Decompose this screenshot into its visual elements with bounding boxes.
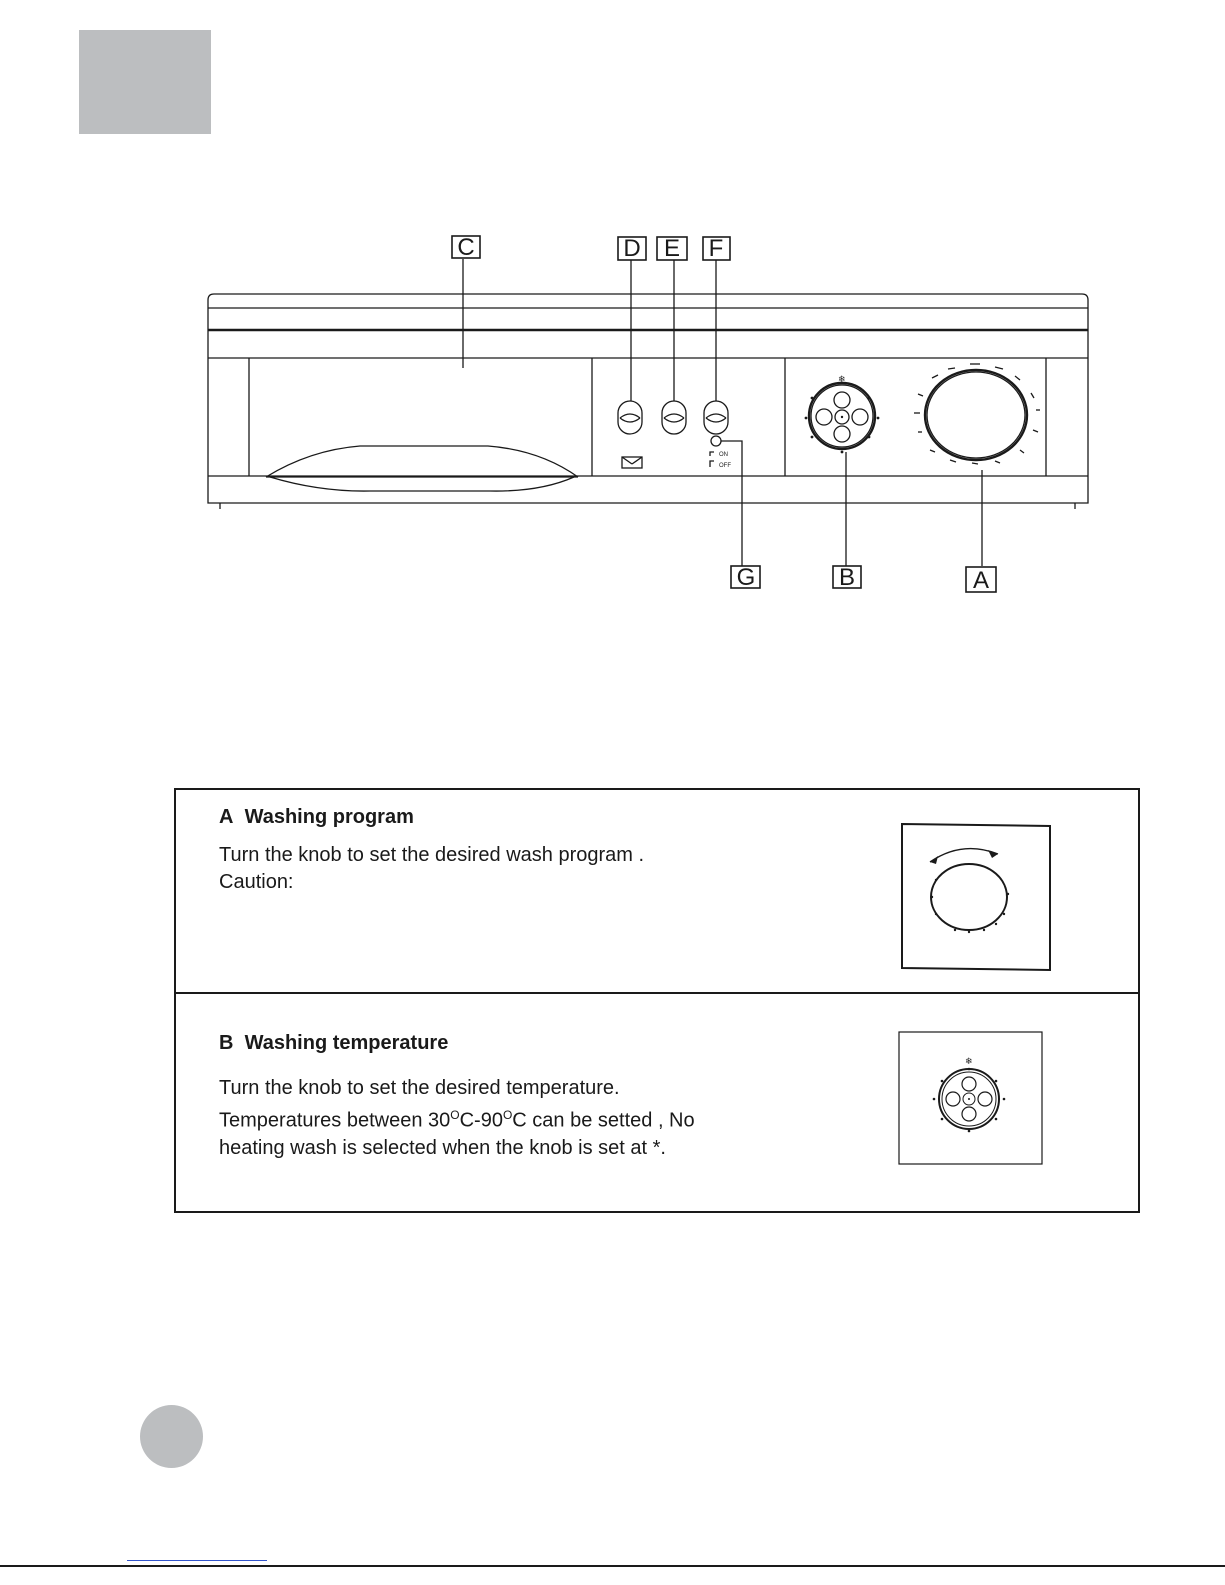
program-knob-thumbnail bbox=[900, 822, 1052, 972]
temp-no-heat-thumb-icon: ❄ bbox=[965, 1057, 973, 1067]
section-b-letter: B bbox=[219, 1032, 234, 1054]
callout-e bbox=[657, 235, 687, 262]
button-d-icon bbox=[618, 401, 642, 434]
control-panel-diagram bbox=[0, 0, 1225, 620]
svg-text:D: D bbox=[623, 235, 641, 262]
on-label: ON bbox=[719, 452, 728, 458]
off-label: OFF bbox=[719, 463, 731, 469]
svg-text:F: F bbox=[708, 235, 724, 262]
svg-text:G: G bbox=[736, 564, 756, 591]
section-b-line-2: Temperatures between $30^OC-90^OC$ can be setted , No bbox=[219, 1108, 695, 1132]
program-knob bbox=[914, 364, 1040, 464]
section-a-letter: A bbox=[219, 806, 234, 828]
section-b-line-1: Turn the knob to set the desired temperature. bbox=[219, 1077, 620, 1099]
page-number-marker bbox=[140, 1405, 203, 1468]
leader-lines bbox=[463, 259, 982, 566]
section-b-heading bbox=[219, 1032, 448, 1055]
table-row-divider bbox=[174, 992, 1140, 994]
section-b-text bbox=[219, 1075, 695, 1162]
svg-text:C: C bbox=[457, 234, 475, 261]
wash-symbol-icon bbox=[622, 457, 642, 468]
button-e-icon bbox=[662, 401, 686, 434]
callout-f bbox=[703, 235, 730, 262]
footer-link-underline bbox=[127, 1560, 267, 1561]
svg-text:A: A bbox=[972, 567, 990, 594]
temperature-knob bbox=[805, 374, 880, 453]
section-b-title: Washing temperature bbox=[244, 1032, 449, 1054]
section-a-text: Turn the knob to set the desired wash program . Caution: bbox=[219, 844, 645, 893]
callout-g bbox=[731, 564, 760, 591]
section-a-heading bbox=[219, 806, 414, 829]
callout-d bbox=[618, 235, 646, 262]
button-f-icon bbox=[704, 401, 728, 434]
footer-rule bbox=[0, 1565, 1225, 1567]
svg-text:B: B bbox=[838, 564, 856, 591]
section-b-line-3: heating wash is selected when the knob is set at *. bbox=[219, 1136, 666, 1159]
temp-no-heat-icon: ❄ bbox=[838, 374, 846, 384]
callout-c bbox=[452, 234, 480, 261]
callout-a bbox=[966, 567, 996, 594]
detergent-drawer-handle bbox=[266, 446, 578, 491]
callout-b bbox=[833, 564, 861, 591]
temperature-knob-thumbnail bbox=[898, 1031, 1044, 1166]
svg-text:E: E bbox=[663, 235, 681, 262]
section-a-title: Washing program bbox=[244, 806, 414, 828]
